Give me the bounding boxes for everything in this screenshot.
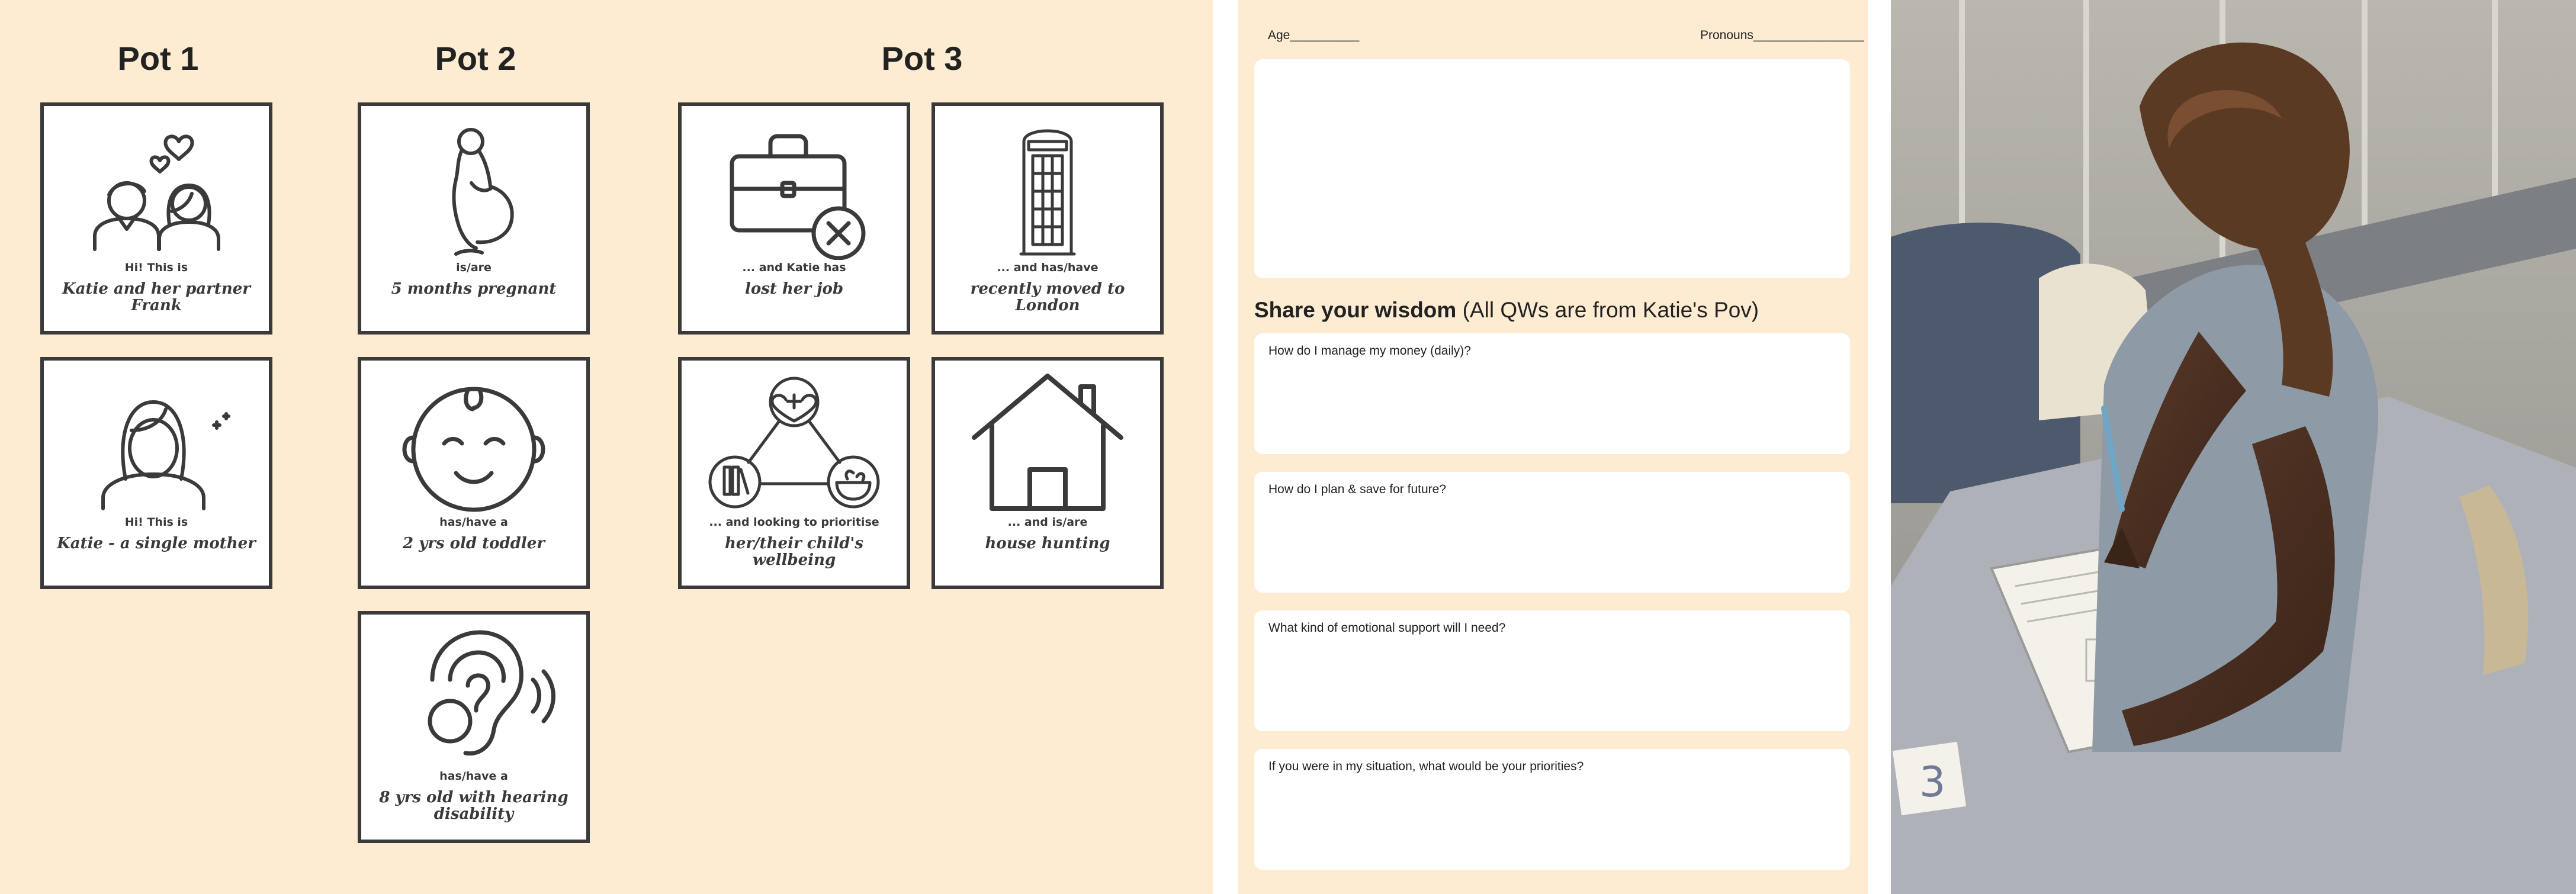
answer-box-money[interactable]: [1254, 333, 1850, 454]
wisdom-heading: [1254, 298, 1759, 323]
card-main-text: lost her job: [744, 280, 844, 298]
card-main-text: recently moved to London: [970, 280, 1125, 314]
answer-box-plan-save[interactable]: [1254, 472, 1850, 593]
question-text: If you were in my situation, what would be your priorities?: [1268, 760, 1584, 773]
card-hearing-disability[interactable]: [358, 611, 590, 843]
card-lead-text: is/are: [456, 261, 492, 274]
card-lead-text: ... and looking to prioritise: [709, 516, 879, 529]
card-lost-job[interactable]: [678, 102, 910, 335]
woman-sparkle-icon: [44, 361, 269, 514]
pot-3-title: Pot 3: [881, 40, 963, 77]
couple-hearts-icon: [44, 106, 269, 260]
pronouns-field-label[interactable]: Pronouns________________: [1700, 28, 1864, 42]
card-main-text: 2 yrs old toddler: [403, 535, 545, 552]
workshop-photo: [1891, 0, 2576, 894]
card-main-text: 8 yrs old with hearing disability: [379, 789, 568, 823]
card-lead-text: ... and Katie has: [742, 261, 846, 274]
card-main-text: house hunting: [985, 535, 1110, 552]
card-couple[interactable]: [40, 102, 272, 335]
card-main-text: Katie and her partner Frank: [62, 280, 250, 314]
answer-box-emotional-support[interactable]: [1254, 610, 1850, 731]
wellbeing-network-icon: [682, 361, 907, 514]
age-field-label[interactable]: Age__________: [1268, 28, 1360, 42]
notes-box[interactable]: [1254, 59, 1850, 278]
wisdom-title: Share your wisdom: [1254, 298, 1457, 322]
pot-1-title: Pot 1: [117, 40, 199, 77]
card-pregnant[interactable]: [358, 102, 590, 335]
card-lead-text: ... and is/are: [1007, 516, 1088, 529]
card-lead-text: Hi! This is: [124, 516, 188, 529]
question-text: What kind of emotional support will I need?: [1268, 621, 1506, 635]
card-main-text: 5 months pregnant: [391, 280, 557, 298]
scenario-cards-panel: [0, 0, 1213, 894]
card-lead-text: Hi! This is: [124, 261, 188, 274]
card-house-hunting[interactable]: [932, 357, 1164, 589]
card-lead-text: has/have a: [439, 516, 508, 529]
card-toddler[interactable]: [358, 357, 590, 589]
ear-hearing-icon: [361, 615, 586, 768]
question-text: How do I plan & save for future?: [1268, 483, 1446, 496]
card-main-text: her/their child's wellbeing: [725, 535, 863, 569]
card-lead-text: has/have a: [439, 770, 508, 783]
card-lead-text: ... and has/have: [997, 261, 1099, 274]
baby-face-icon: [361, 361, 586, 514]
card-moved-london[interactable]: [932, 102, 1164, 335]
pot-2-title: Pot 2: [435, 40, 516, 77]
table-number-card: 3: [1919, 758, 1946, 806]
workshop-scene-illustration: [1891, 0, 2576, 894]
card-main-text: Katie - a single mother: [57, 535, 256, 552]
card-child-wellbeing[interactable]: [678, 357, 910, 589]
card-single-mother[interactable]: [40, 357, 272, 589]
house-icon: [935, 361, 1160, 514]
wisdom-subtitle: (All QWs are from Katie's Pov): [1462, 298, 1759, 322]
pregnant-woman-icon: [361, 106, 586, 260]
phone-box-icon: [935, 106, 1160, 260]
question-text: How do I manage my money (daily)?: [1268, 344, 1471, 358]
answer-box-priorities[interactable]: [1254, 749, 1850, 870]
briefcase-x-icon: [682, 106, 907, 260]
